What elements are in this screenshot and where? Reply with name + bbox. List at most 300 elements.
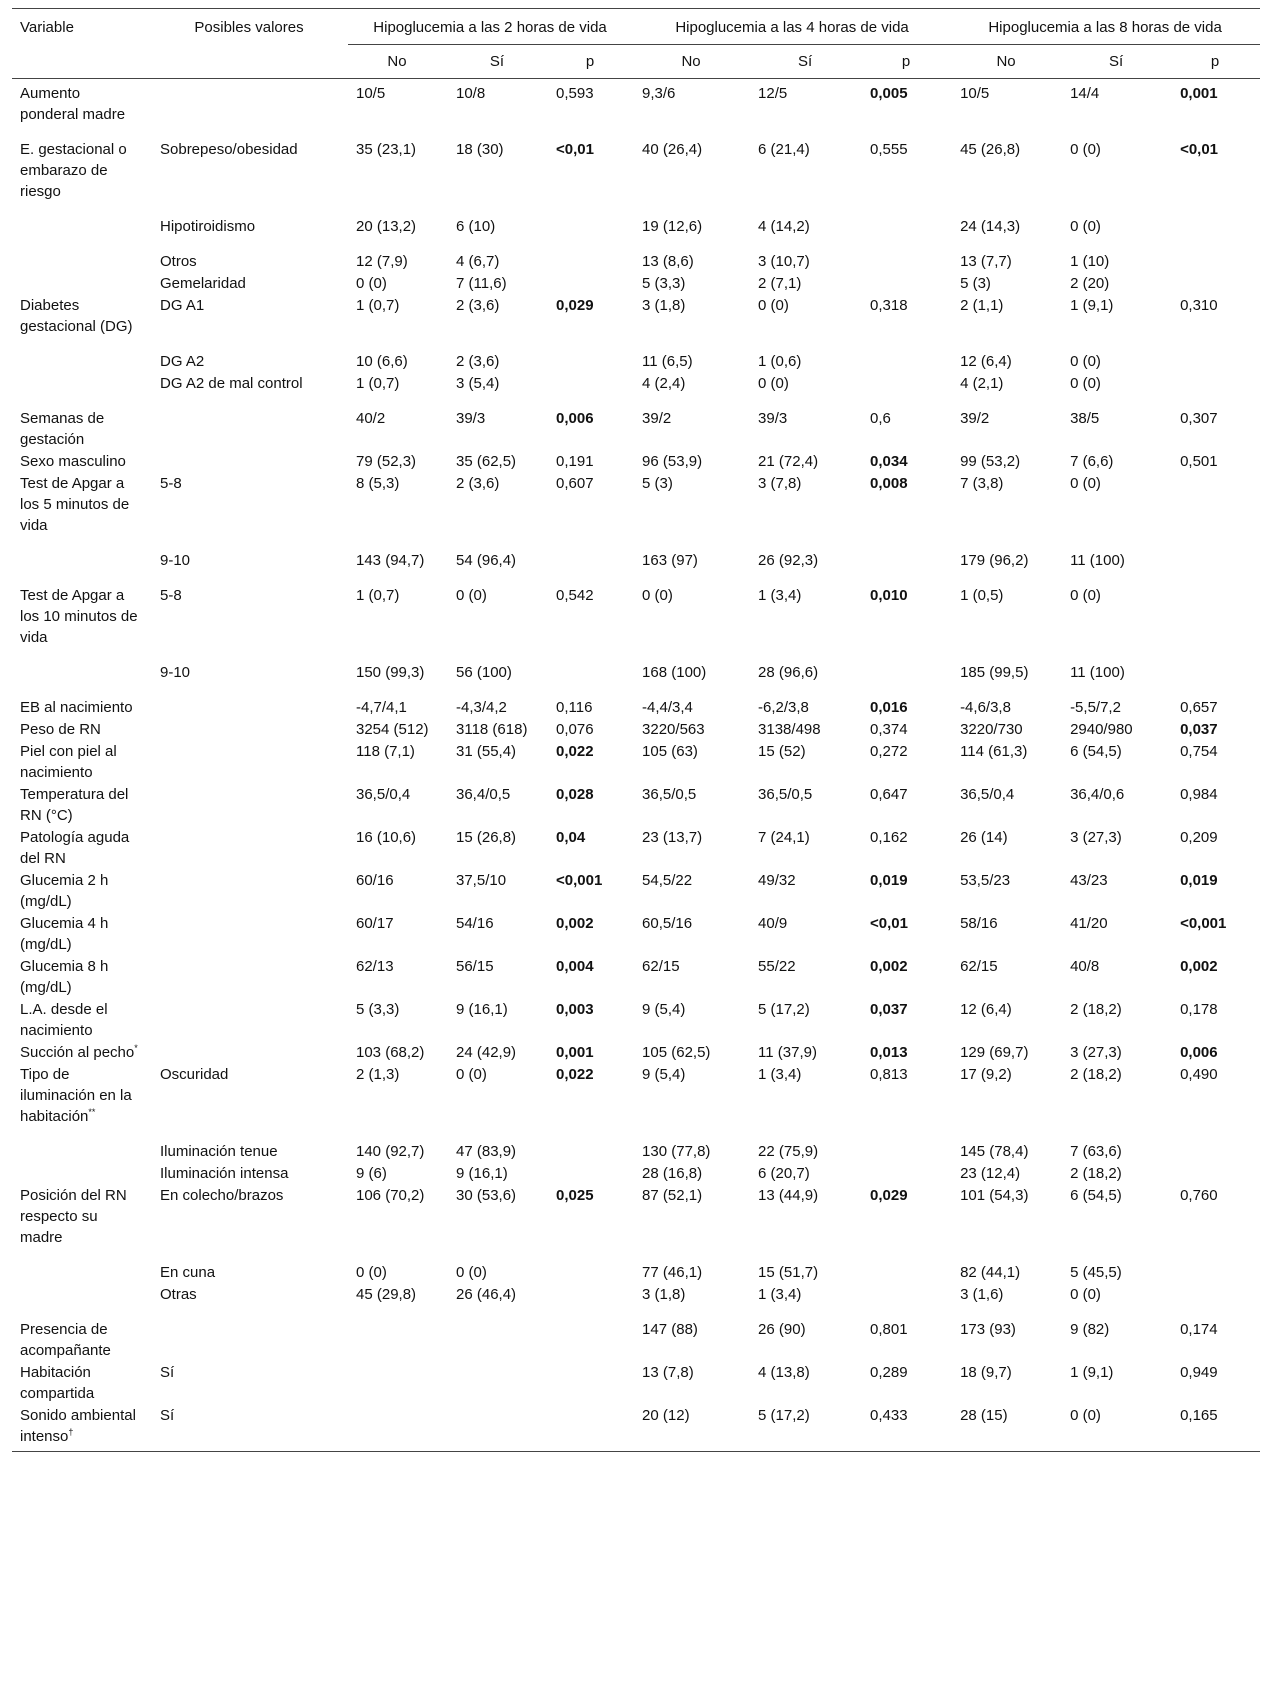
table-row bbox=[12, 1064, 1260, 1141]
count-cell: 3254 (512) bbox=[356, 721, 429, 738]
header-variable: Variable bbox=[12, 9, 152, 45]
p-value-cell: 0,004 bbox=[556, 958, 594, 975]
count-cell: 118 (7,1) bbox=[356, 743, 415, 760]
count-cell: 3 (1,6) bbox=[960, 1286, 1004, 1303]
footnote-marker: ** bbox=[88, 1107, 96, 1117]
count-cell: 36,4/0,6 bbox=[1070, 786, 1125, 803]
p-value-cell: 0,555 bbox=[870, 141, 908, 158]
variable-label: Patología aguda del RN bbox=[20, 829, 130, 867]
p-value-cell: 0,593 bbox=[556, 85, 594, 102]
p-value-cell: 0,001 bbox=[556, 1044, 594, 1061]
count-cell: 36,5/0,4 bbox=[960, 786, 1015, 803]
count-cell: -6,2/3,8 bbox=[758, 699, 809, 716]
p-value-cell bbox=[1172, 1284, 1260, 1319]
p-value-cell bbox=[548, 216, 634, 251]
p-value-cell: 0,162 bbox=[870, 829, 908, 846]
count-cell: 60/16 bbox=[356, 872, 394, 889]
count-cell: 0 (0) bbox=[1070, 1286, 1101, 1303]
p-value-cell: 0,034 bbox=[870, 453, 908, 470]
count-cell: -4,3/4,2 bbox=[456, 699, 507, 716]
variable-label: Habitación compartida bbox=[20, 1364, 95, 1402]
count-cell: 105 (63) bbox=[642, 743, 698, 760]
p-value-cell bbox=[862, 351, 952, 373]
p-value-cell bbox=[862, 373, 952, 408]
header-group-4h: Hipoglucemia a las 4 horas de vida bbox=[634, 9, 952, 45]
possible-value-cell bbox=[152, 451, 348, 473]
count-cell: 35 (62,5) bbox=[456, 453, 517, 470]
possible-value-cell: Sí bbox=[160, 1364, 175, 1381]
table-row bbox=[12, 79, 1260, 140]
count-cell: 11 (37,9) bbox=[758, 1044, 817, 1061]
possible-value-cell: Sobrepeso/obesidad bbox=[160, 141, 298, 158]
variable-cell bbox=[12, 1141, 152, 1163]
count-cell: 15 (26,8) bbox=[456, 829, 517, 846]
p-value-cell: 0,076 bbox=[556, 721, 594, 738]
header-subcol: p bbox=[1172, 45, 1260, 79]
count-cell: 82 (44,1) bbox=[960, 1264, 1021, 1281]
count-cell: 6 (54,5) bbox=[1070, 743, 1122, 760]
count-cell: 55/22 bbox=[758, 958, 796, 975]
count-cell: 1 (0,7) bbox=[356, 587, 400, 604]
count-cell: 15 (52) bbox=[758, 743, 806, 760]
p-value-cell: 0,022 bbox=[556, 743, 594, 760]
count-cell: 130 (77,8) bbox=[642, 1143, 711, 1160]
p-value-cell bbox=[548, 1405, 634, 1448]
p-value-cell: 0,005 bbox=[870, 85, 908, 102]
count-cell: 41/20 bbox=[1070, 915, 1108, 932]
count-cell: 185 (99,5) bbox=[960, 664, 1029, 681]
table-row bbox=[12, 1319, 1260, 1362]
count-cell: 0 (0) bbox=[456, 1264, 487, 1281]
count-cell: 3220/563 bbox=[642, 721, 705, 738]
count-cell: 4 (14,2) bbox=[758, 218, 810, 235]
table-row bbox=[12, 1141, 1260, 1163]
count-cell: 1 (3,4) bbox=[758, 1286, 802, 1303]
table-row bbox=[12, 1362, 1260, 1405]
count-cell: 2 (18,2) bbox=[1070, 1066, 1122, 1083]
possible-value-cell: Otros bbox=[160, 253, 197, 270]
count-cell: 1 (10) bbox=[1070, 253, 1110, 270]
variable-cell bbox=[12, 1362, 152, 1405]
count-cell: 106 (70,2) bbox=[356, 1187, 425, 1204]
count-cell: 179 (96,2) bbox=[960, 552, 1029, 569]
p-value-cell: 0,016 bbox=[870, 699, 908, 716]
table-row bbox=[12, 473, 1260, 550]
variable-cell bbox=[12, 351, 152, 373]
count-cell: 79 (52,3) bbox=[356, 453, 417, 470]
table-row bbox=[12, 1284, 1260, 1319]
count-cell: 12 (7,9) bbox=[356, 253, 408, 270]
table-row bbox=[12, 784, 1260, 827]
table-row bbox=[12, 216, 1260, 251]
possible-value-cell bbox=[152, 827, 348, 870]
count-cell: 54/16 bbox=[456, 915, 494, 932]
count-cell bbox=[348, 1362, 448, 1405]
variable-cell bbox=[12, 1064, 152, 1141]
p-value-cell: 0,002 bbox=[870, 958, 908, 975]
count-cell: 45 (29,8) bbox=[356, 1286, 417, 1303]
count-cell: 4 (6,7) bbox=[456, 253, 500, 270]
count-cell: 3 (5,4) bbox=[456, 375, 500, 392]
count-cell: 24 (14,3) bbox=[960, 218, 1021, 235]
p-value-cell: 0,310 bbox=[1180, 297, 1218, 314]
count-cell: 5 (45,5) bbox=[1070, 1264, 1122, 1281]
p-value-cell bbox=[1172, 1262, 1260, 1284]
possible-value-cell: DG A2 de mal control bbox=[160, 375, 303, 392]
count-cell: 0 (0) bbox=[758, 375, 789, 392]
possible-value-cell: Oscuridad bbox=[160, 1066, 229, 1083]
count-cell: 0 (0) bbox=[1070, 353, 1101, 370]
count-cell: 7 (3,8) bbox=[960, 475, 1004, 492]
count-cell: 1 (0,7) bbox=[356, 297, 400, 314]
p-value-cell: 0,433 bbox=[870, 1407, 908, 1424]
table-row bbox=[12, 295, 1260, 351]
p-value-cell: 0,542 bbox=[556, 587, 594, 604]
count-cell: 45 (26,8) bbox=[960, 141, 1021, 158]
p-value-cell: 0,760 bbox=[1180, 1187, 1218, 1204]
variable-label: L.A. desde el nacimiento bbox=[20, 1001, 108, 1039]
possible-value-cell: 5-8 bbox=[160, 587, 182, 604]
count-cell: 4 (2,4) bbox=[642, 375, 686, 392]
table-row bbox=[12, 741, 1260, 784]
p-value-cell bbox=[1172, 216, 1260, 251]
count-cell: 12 (6,4) bbox=[960, 353, 1012, 370]
variable-cell bbox=[12, 1284, 152, 1319]
count-cell: 62/13 bbox=[356, 958, 394, 975]
table-row bbox=[12, 662, 1260, 697]
p-value-cell: 0,006 bbox=[556, 410, 594, 427]
table-row bbox=[12, 408, 1260, 451]
count-cell: 60/17 bbox=[356, 915, 394, 932]
count-cell: 0 (0) bbox=[1070, 1407, 1101, 1424]
p-value-cell bbox=[862, 662, 952, 697]
count-cell: 11 (100) bbox=[1070, 664, 1125, 681]
count-cell: 26 (92,3) bbox=[758, 552, 819, 569]
p-value-cell: 0,003 bbox=[556, 1001, 594, 1018]
table-row bbox=[12, 251, 1260, 273]
count-cell: 1 (0,5) bbox=[960, 587, 1004, 604]
p-value-cell bbox=[1172, 550, 1260, 585]
p-value-cell: 0,318 bbox=[870, 297, 908, 314]
possible-value-cell: DG A1 bbox=[160, 297, 205, 314]
count-cell: 12/5 bbox=[758, 85, 788, 102]
count-cell: 77 (46,1) bbox=[642, 1264, 703, 1281]
count-cell: 26 (46,4) bbox=[456, 1286, 517, 1303]
header-subcol: No bbox=[634, 45, 750, 79]
variable-cell bbox=[12, 870, 152, 913]
count-cell: 4 (2,1) bbox=[960, 375, 1004, 392]
header-subcol: No bbox=[348, 45, 448, 79]
count-cell: 3 (1,8) bbox=[642, 1286, 686, 1303]
variable-cell bbox=[12, 913, 152, 956]
variable-cell bbox=[12, 1163, 152, 1185]
count-cell: 26 (14) bbox=[960, 829, 1008, 846]
count-cell: 9,3/6 bbox=[642, 85, 676, 102]
count-cell: 150 (99,3) bbox=[356, 664, 425, 681]
possible-value-cell bbox=[152, 784, 348, 827]
possible-value-cell: En cuna bbox=[160, 1264, 216, 1281]
count-cell: 36,4/0,5 bbox=[456, 786, 511, 803]
possible-value-cell: En colecho/brazos bbox=[160, 1187, 284, 1204]
table-row bbox=[12, 139, 1260, 216]
count-cell: 5 (17,2) bbox=[758, 1407, 810, 1424]
table-container bbox=[12, 8, 1260, 1452]
p-value-cell: 0,025 bbox=[556, 1187, 594, 1204]
count-cell: 40/2 bbox=[356, 410, 386, 427]
header-possible-values: Posibles valores bbox=[152, 9, 348, 45]
variable-label: Sexo masculino bbox=[20, 453, 126, 470]
header-subcol: Sí bbox=[750, 45, 862, 79]
p-value-cell: 0,490 bbox=[1180, 1066, 1218, 1083]
count-cell: 0 (0) bbox=[356, 1264, 387, 1281]
count-cell: 1 (3,4) bbox=[758, 587, 802, 604]
variable-label: Piel con piel al nacimiento bbox=[20, 743, 117, 781]
bottom-rule bbox=[12, 1448, 1260, 1452]
variable-label: Diabetes gestacional (DG) bbox=[20, 297, 133, 335]
count-cell: 26 (90) bbox=[758, 1321, 806, 1338]
count-cell: 3 (7,8) bbox=[758, 475, 802, 492]
count-cell: 129 (69,7) bbox=[960, 1044, 1029, 1061]
p-value-cell bbox=[862, 550, 952, 585]
count-cell: 30 (53,6) bbox=[456, 1187, 517, 1204]
p-value-cell: 0,178 bbox=[1180, 1001, 1218, 1018]
p-value-cell bbox=[1172, 373, 1260, 408]
variable-label: Tipo de iluminación en la habitación bbox=[20, 1066, 132, 1125]
count-cell: 163 (97) bbox=[642, 552, 698, 569]
count-cell: 6 (54,5) bbox=[1070, 1187, 1122, 1204]
p-value-cell: 0,647 bbox=[870, 786, 908, 803]
count-cell: 99 (53,2) bbox=[960, 453, 1021, 470]
p-value-cell: 0,801 bbox=[870, 1321, 908, 1338]
count-cell: 9 (5,4) bbox=[642, 1001, 686, 1018]
header-subcol: p bbox=[548, 45, 634, 79]
count-cell: -4,7/4,1 bbox=[356, 699, 407, 716]
count-cell bbox=[448, 1319, 548, 1362]
count-cell: 3 (1,8) bbox=[642, 297, 686, 314]
possible-value-cell: Otras bbox=[160, 1286, 197, 1303]
count-cell: 9 (6) bbox=[356, 1165, 387, 1182]
header-subcol: Sí bbox=[1062, 45, 1172, 79]
p-value-cell bbox=[862, 1163, 952, 1185]
p-value-cell: <0,001 bbox=[556, 872, 603, 889]
possible-value-cell bbox=[152, 1319, 348, 1362]
count-cell: 140 (92,7) bbox=[356, 1143, 425, 1160]
p-value-cell: 0,019 bbox=[870, 872, 908, 889]
count-cell: 38/5 bbox=[1070, 410, 1100, 427]
count-cell: 9 (16,1) bbox=[456, 1165, 508, 1182]
possible-value-cell bbox=[152, 999, 348, 1042]
variable-label: Test de Apgar a los 10 minutos de vida bbox=[20, 587, 138, 646]
count-cell: 17 (9,2) bbox=[960, 1066, 1012, 1083]
count-cell: 96 (53,9) bbox=[642, 453, 703, 470]
count-cell: 10/5 bbox=[356, 85, 386, 102]
header-row-groups bbox=[12, 9, 1260, 45]
p-value-cell: 0,191 bbox=[556, 453, 594, 470]
count-cell: 13 (7,8) bbox=[642, 1364, 694, 1381]
p-value-cell: 0,029 bbox=[556, 297, 594, 314]
count-cell: 2 (18,2) bbox=[1070, 1165, 1122, 1182]
header-subcol: No bbox=[952, 45, 1062, 79]
count-cell: 0 (0) bbox=[758, 297, 789, 314]
count-cell: 62/15 bbox=[960, 958, 998, 975]
variable-label: Peso de RN bbox=[20, 721, 101, 738]
count-cell: 12 (6,4) bbox=[960, 1001, 1012, 1018]
count-cell: 10 (6,6) bbox=[356, 353, 408, 370]
count-cell: 1 (9,1) bbox=[1070, 297, 1114, 314]
possible-value-cell: Hipotiroidismo bbox=[160, 218, 256, 235]
table-row bbox=[12, 719, 1260, 741]
table-row bbox=[12, 451, 1260, 473]
count-cell: 18 (9,7) bbox=[960, 1364, 1012, 1381]
count-cell: 9 (82) bbox=[1070, 1321, 1110, 1338]
count-cell: 7 (6,6) bbox=[1070, 453, 1114, 470]
count-cell: 3138/498 bbox=[758, 721, 821, 738]
variable-cell bbox=[12, 1262, 152, 1284]
table-row bbox=[12, 870, 1260, 913]
header-subcol: p bbox=[862, 45, 952, 79]
header-group-8h: Hipoglucemia a las 8 horas de vida bbox=[952, 9, 1260, 45]
count-cell: 173 (93) bbox=[960, 1321, 1016, 1338]
header-row-subcols bbox=[12, 45, 1260, 79]
p-value-cell: 0,008 bbox=[870, 475, 908, 492]
possible-value-cell: Iluminación intensa bbox=[160, 1165, 289, 1182]
count-cell: 13 (8,6) bbox=[642, 253, 694, 270]
variable-label: Semanas de gestación bbox=[20, 410, 105, 448]
count-cell: 56 (100) bbox=[456, 664, 512, 681]
p-value-cell: 0,022 bbox=[556, 1066, 594, 1083]
table-row bbox=[12, 697, 1260, 719]
variable-label: Sonido ambiental intenso bbox=[20, 1407, 136, 1445]
count-cell: 36,5/0,5 bbox=[642, 786, 697, 803]
variable-label: EB al nacimiento bbox=[20, 699, 133, 716]
table-row bbox=[12, 550, 1260, 585]
count-cell: 40/8 bbox=[1070, 958, 1100, 975]
p-value-cell: <0,001 bbox=[1180, 915, 1227, 932]
variable-cell bbox=[12, 373, 152, 408]
count-cell: 2 (3,6) bbox=[456, 475, 500, 492]
variable-cell bbox=[12, 956, 152, 999]
count-cell: 0 (0) bbox=[642, 587, 673, 604]
variable-cell bbox=[12, 784, 152, 827]
count-cell: 105 (62,5) bbox=[642, 1044, 711, 1061]
p-value-cell: 0,001 bbox=[1180, 85, 1218, 102]
count-cell: 11 (100) bbox=[1070, 552, 1125, 569]
variable-cell bbox=[12, 550, 152, 585]
p-value-cell bbox=[1172, 662, 1260, 697]
possible-value-cell bbox=[152, 870, 348, 913]
count-cell: 20 (12) bbox=[642, 1407, 690, 1424]
count-cell: 13 (7,7) bbox=[960, 253, 1012, 270]
count-cell: 9 (16,1) bbox=[456, 1001, 508, 1018]
p-value-cell bbox=[1172, 473, 1260, 550]
count-cell: -4,6/3,8 bbox=[960, 699, 1011, 716]
count-cell: 5 (3,3) bbox=[642, 275, 686, 292]
variable-label: Presencia de acompañante bbox=[20, 1321, 111, 1359]
count-cell: 147 (88) bbox=[642, 1321, 698, 1338]
count-cell: 13 (44,9) bbox=[758, 1187, 819, 1204]
variable-cell bbox=[12, 216, 152, 251]
count-cell: 1 (9,1) bbox=[1070, 1364, 1114, 1381]
p-value-cell: 0,289 bbox=[870, 1364, 908, 1381]
p-value-cell bbox=[548, 273, 634, 295]
possible-value-cell: Gemelaridad bbox=[160, 275, 246, 292]
p-value-cell: 0,307 bbox=[1180, 410, 1218, 427]
count-cell: 18 (30) bbox=[456, 141, 504, 158]
count-cell: 0 (0) bbox=[456, 587, 487, 604]
count-cell: 39/2 bbox=[642, 410, 672, 427]
count-cell: 20 (13,2) bbox=[356, 218, 417, 235]
count-cell: 1 (3,4) bbox=[758, 1066, 802, 1083]
count-cell: 2 (18,2) bbox=[1070, 1001, 1122, 1018]
variable-cell bbox=[12, 585, 152, 662]
variable-label: Glucemia 2 h (mg/dL) bbox=[20, 872, 109, 910]
count-cell: 21 (72,4) bbox=[758, 453, 819, 470]
count-cell: 16 (10,6) bbox=[356, 829, 417, 846]
p-value-cell bbox=[548, 1319, 634, 1362]
count-cell: 28 (16,8) bbox=[642, 1165, 703, 1182]
count-cell: 145 (78,4) bbox=[960, 1143, 1029, 1160]
count-cell: 143 (94,7) bbox=[356, 552, 425, 569]
p-value-cell bbox=[548, 1163, 634, 1185]
count-cell: 28 (15) bbox=[960, 1407, 1008, 1424]
variable-cell bbox=[12, 1042, 152, 1064]
count-cell: 39/3 bbox=[758, 410, 788, 427]
possible-value-cell: DG A2 bbox=[160, 353, 205, 370]
variable-cell bbox=[12, 719, 152, 741]
table-row bbox=[12, 827, 1260, 870]
variable-label: Aumento ponderal madre bbox=[20, 85, 126, 123]
count-cell: 14/4 bbox=[1070, 85, 1100, 102]
count-cell: 15 (51,7) bbox=[758, 1264, 819, 1281]
count-cell: 0 (0) bbox=[1070, 141, 1101, 158]
count-cell: 7 (63,6) bbox=[1070, 1143, 1122, 1160]
variable-label: Test de Apgar a los 5 minutos de vida bbox=[20, 475, 130, 534]
variable-cell bbox=[12, 662, 152, 697]
count-cell: 60,5/16 bbox=[642, 915, 693, 932]
count-cell: 1 (0,7) bbox=[356, 375, 400, 392]
p-value-cell: 0,949 bbox=[1180, 1364, 1218, 1381]
p-value-cell: 0,984 bbox=[1180, 786, 1218, 803]
p-value-cell: 0,272 bbox=[870, 743, 908, 760]
count-cell: 39/3 bbox=[456, 410, 486, 427]
p-value-cell bbox=[1172, 585, 1260, 662]
possible-value-cell: Sí bbox=[160, 1407, 175, 1424]
p-value-cell: 0,037 bbox=[870, 1001, 908, 1018]
count-cell: 28 (96,6) bbox=[758, 664, 819, 681]
count-cell: 168 (100) bbox=[642, 664, 707, 681]
p-value-cell bbox=[862, 1141, 952, 1163]
count-cell: 2 (1,1) bbox=[960, 297, 1004, 314]
variable-cell bbox=[12, 1319, 152, 1362]
p-value-cell bbox=[1172, 273, 1260, 295]
variable-cell bbox=[12, 827, 152, 870]
p-value-cell bbox=[1172, 1141, 1260, 1163]
table-row bbox=[12, 999, 1260, 1042]
p-value-cell: 0,165 bbox=[1180, 1407, 1218, 1424]
p-value-cell: 0,019 bbox=[1180, 872, 1218, 889]
possible-value-cell bbox=[152, 913, 348, 956]
count-cell: 2 (1,3) bbox=[356, 1066, 400, 1083]
p-value-cell bbox=[548, 1284, 634, 1319]
count-cell: 36,5/0,4 bbox=[356, 786, 411, 803]
count-cell: 0 (0) bbox=[1070, 218, 1101, 235]
p-value-cell: 0,657 bbox=[1180, 699, 1218, 716]
variable-cell bbox=[12, 697, 152, 719]
count-cell: 62/15 bbox=[642, 958, 680, 975]
count-cell: 5 (3) bbox=[960, 275, 991, 292]
count-cell: 11 (6,5) bbox=[642, 353, 693, 370]
count-cell: 40 (26,4) bbox=[642, 141, 703, 158]
